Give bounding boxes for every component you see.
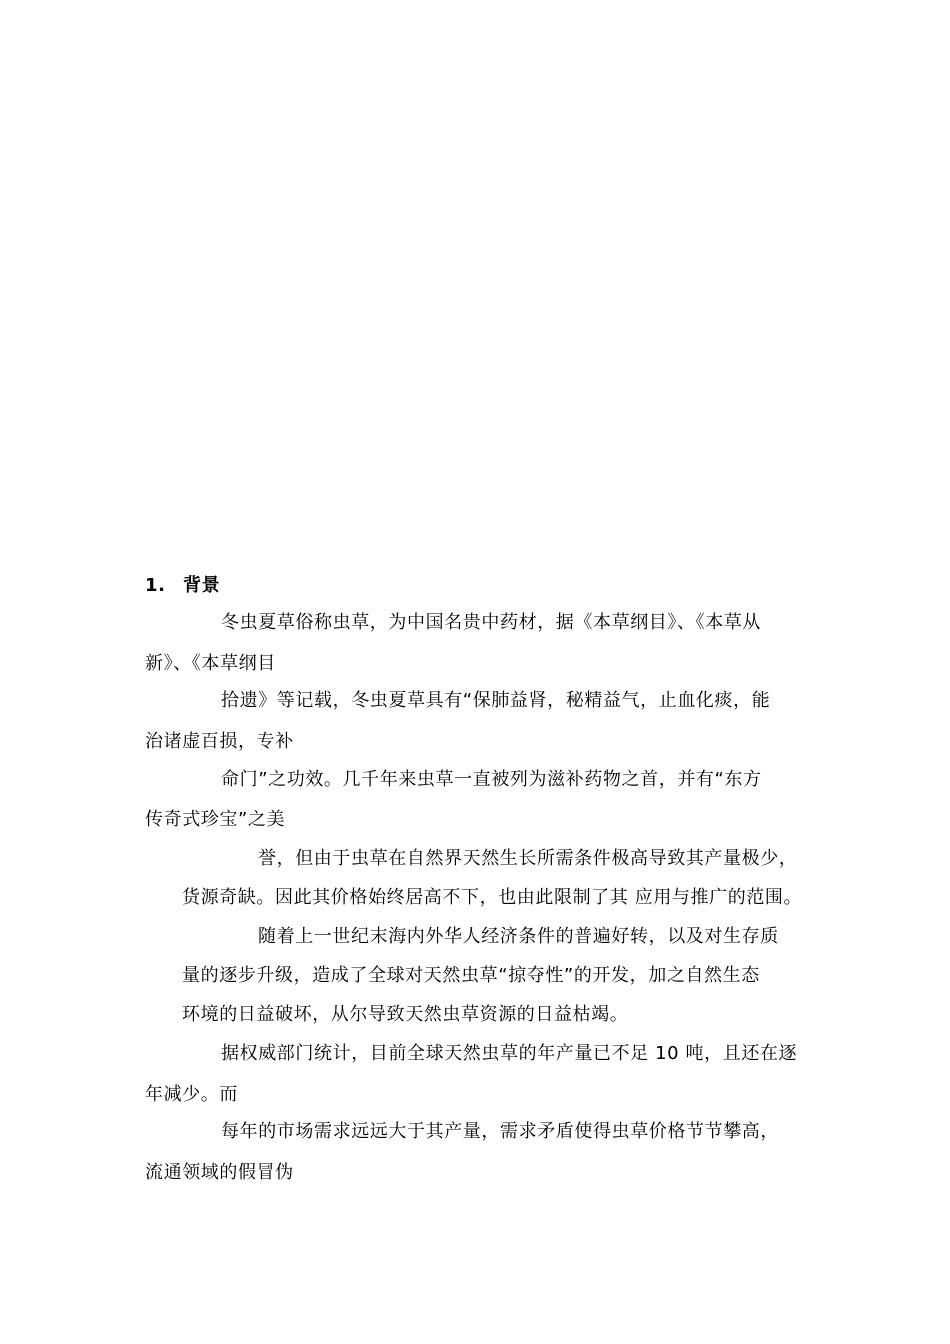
- section-title: 背景: [183, 575, 221, 596]
- text-line: 每年的市场需求远远大于其产量，需求矛盾使得虫草价格节节攀高，: [221, 1121, 779, 1142]
- text-line: 冬虫夏草俗称虫草，为中国名贵中药材，据《本草纲目》、《本草从: [221, 612, 761, 633]
- text-line: 命门”之功效。几千年来虫草一直被列为滋补药物之首，并有“东方: [221, 769, 762, 790]
- text-line: 誉，但由于虫草在自然界天然生长所需条件极高导致其产量极少，: [258, 848, 798, 869]
- text-line: 据权威部门统计，目前全球天然虫草的年产量已不足 10 吨，且还在逐: [221, 1043, 798, 1064]
- section-number: 1.: [145, 575, 166, 596]
- text-line: 环境的日益破坏，从尔导致天然虫草资源的日益枯竭。: [182, 1004, 629, 1025]
- text-line: 治诸虚百损，专补: [145, 731, 294, 752]
- text-line: 货源奇缺。因此其价格始终居高不下，也由此限制了其 应用与推广的范围。: [182, 887, 803, 908]
- text-line: 流通领域的假冒伪: [145, 1162, 294, 1183]
- text-line: 传奇式珍宝”之美: [145, 809, 286, 830]
- text-line: 量的逐步升级，造成了全球对天然虫草“掠夺性”的开发，加之自然生态: [182, 965, 760, 986]
- text-line: 年减少。而: [145, 1084, 238, 1105]
- text-line: 新》、《本草纲目: [145, 653, 276, 674]
- section-heading: [145, 575, 220, 597]
- text-line: 随着上一世纪末海内外华人经济条件的普遍好转，以及对生存质: [258, 926, 779, 947]
- text-line: 拾遗》等记载，冬虫夏草具有“保肺益肾，秘精益气，止血化痰，能: [221, 690, 771, 711]
